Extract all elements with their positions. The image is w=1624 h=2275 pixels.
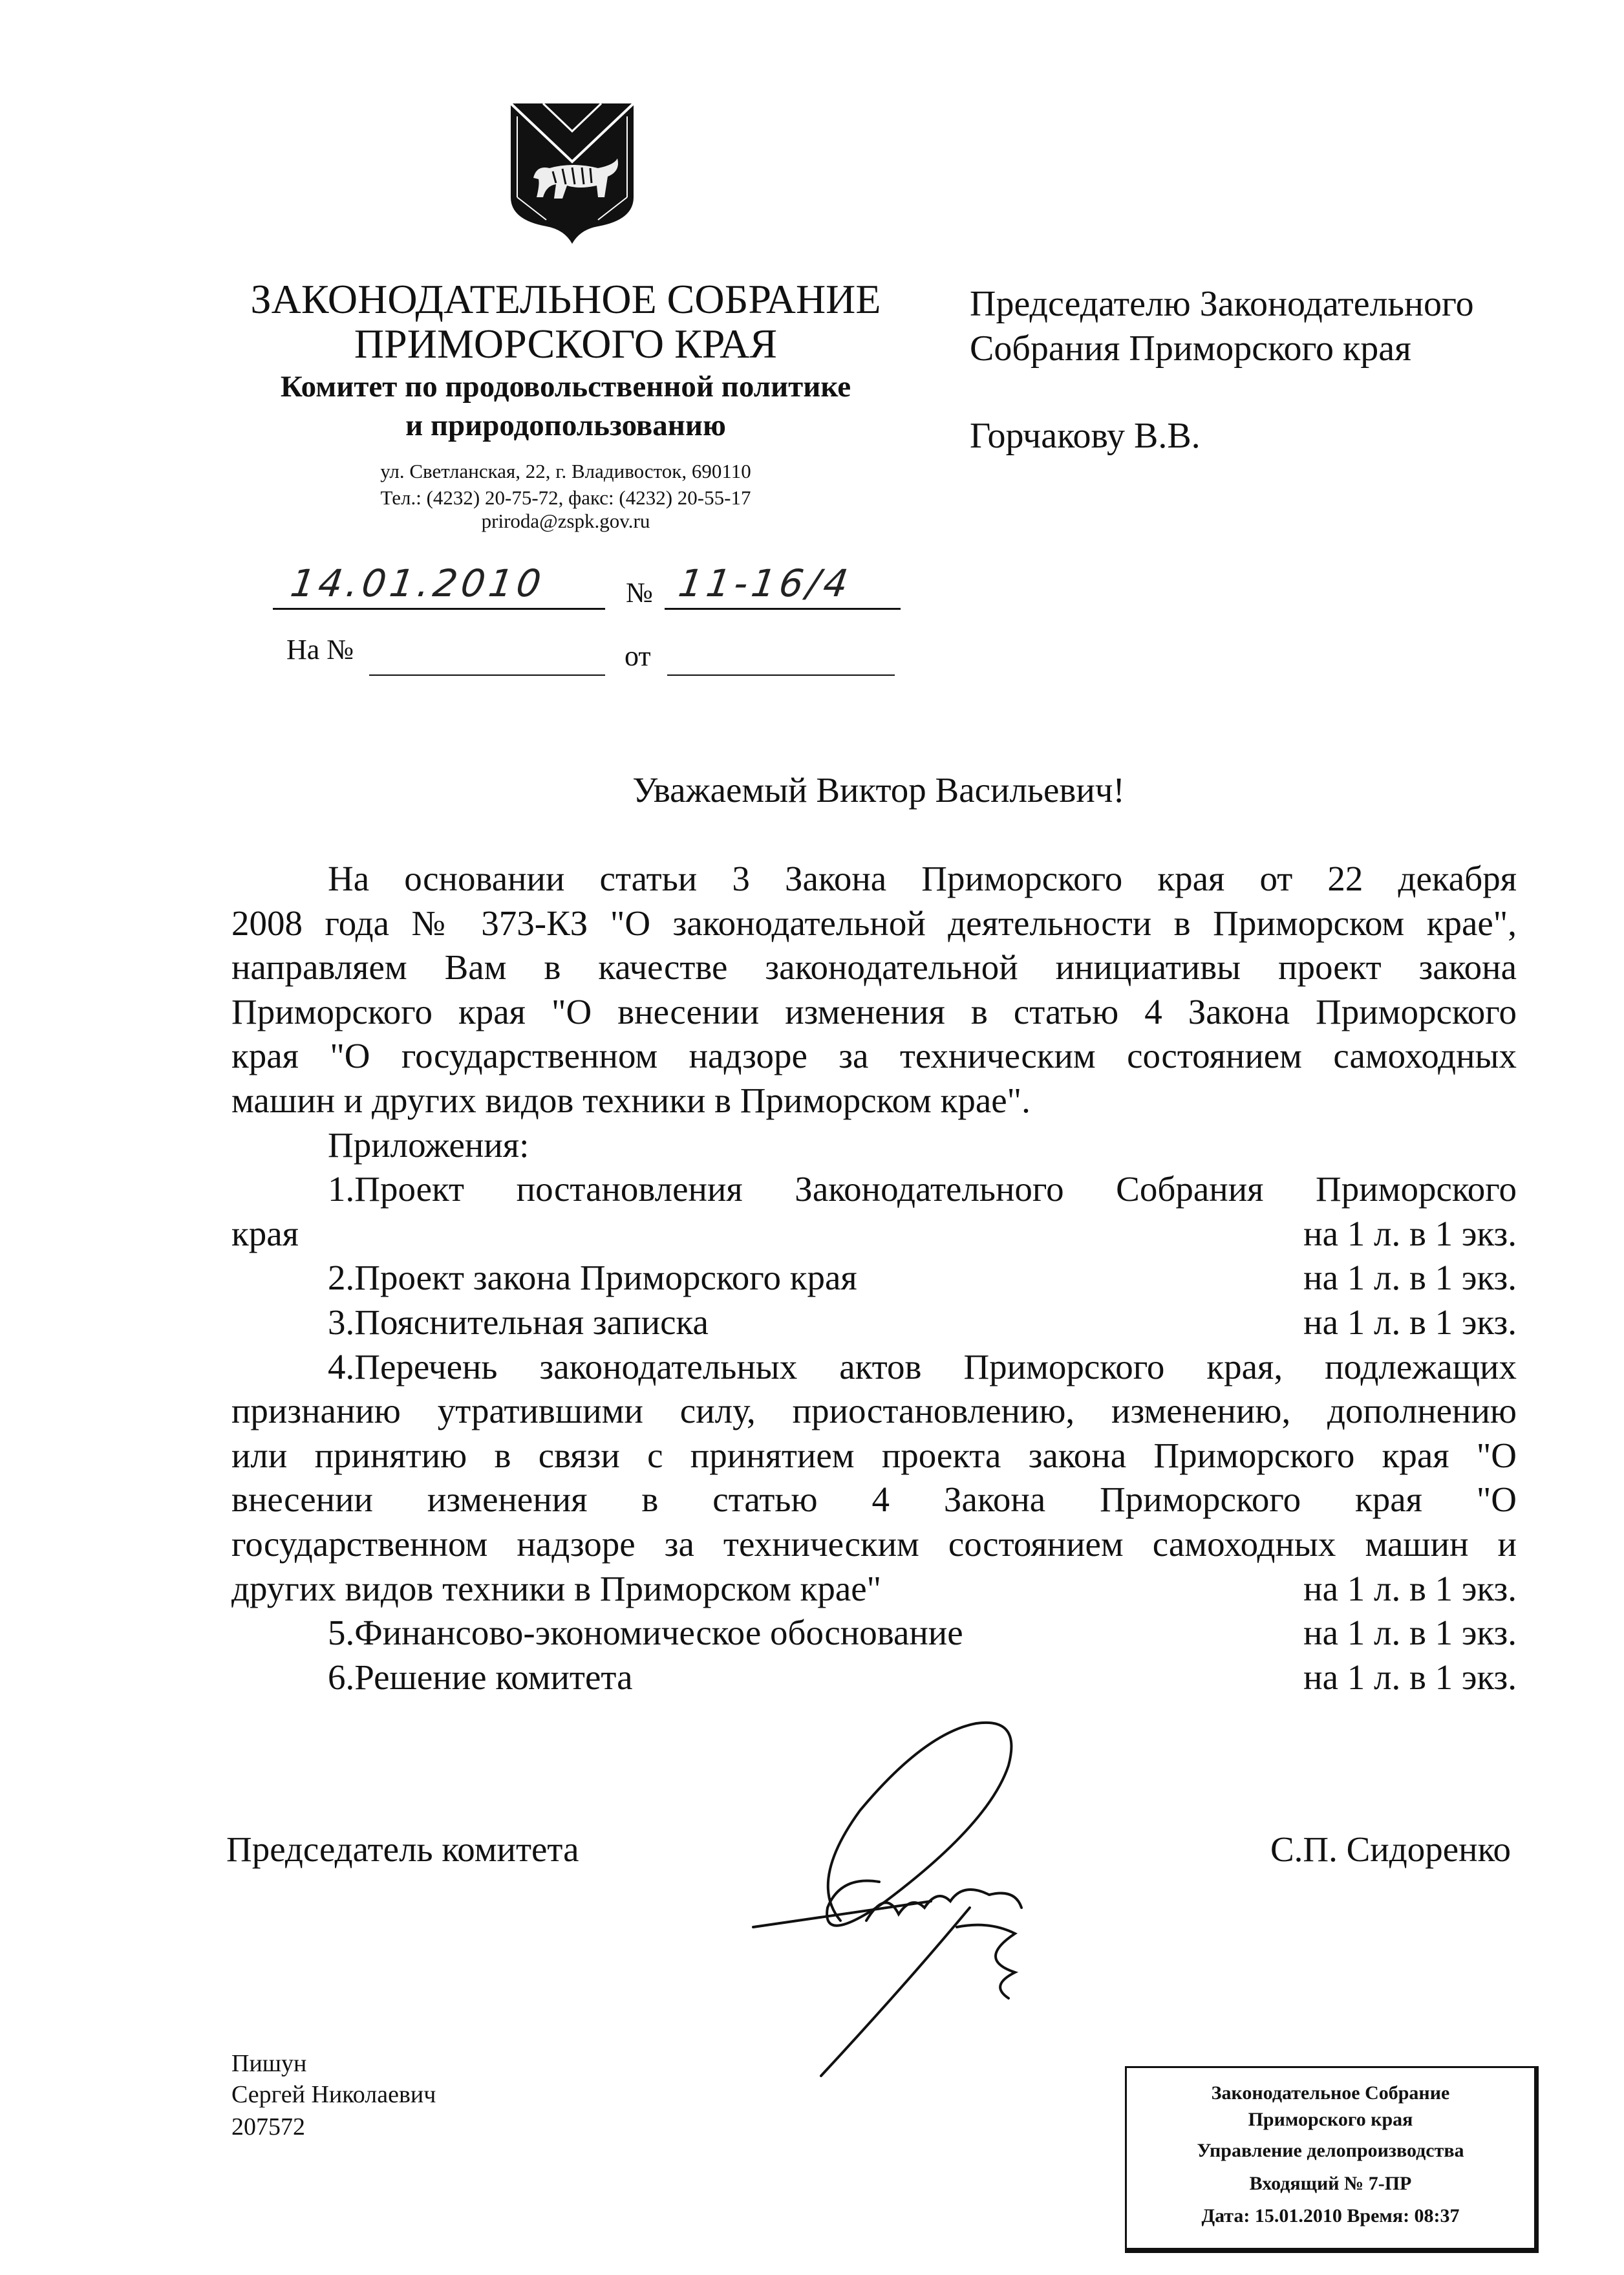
body-line-text: края — [231, 1213, 299, 1253]
body-line — [231, 1123, 1517, 1167]
recipient-title-line1: Председателю Законодательного — [970, 284, 1474, 324]
stamp-line-region: Приморского края — [1248, 2109, 1413, 2130]
body-line-text: машин и других видов техники в Приморском крае". — [231, 1081, 1031, 1120]
body-line — [231, 1256, 1517, 1300]
body-line-text: признанию утратившими силу, приостановлению, изменению, дополнению — [231, 1391, 1517, 1431]
body-line-text: 6.Решение комитета — [328, 1657, 633, 1697]
body-line-text: государственном надзоре за техническим состоянием самоходных машин и — [231, 1524, 1517, 1564]
body-line-text: или принятию в связи с принятием проекта закона Приморского края "О — [231, 1435, 1517, 1475]
stamp-line-org: Законодательное Собрание — [1211, 2082, 1450, 2104]
body-line — [231, 1611, 1517, 1655]
attachment-page-count: на 1 л. в 1 экз. — [1303, 1302, 1517, 1342]
incoming-registration-stamp — [1125, 2066, 1539, 2253]
body-line — [231, 857, 1517, 901]
body-line — [231, 990, 1517, 1034]
body-line-text: Приморского края "О внесении изменения в статью 4 Закона Приморского — [231, 991, 1517, 1031]
body-line — [231, 1389, 1517, 1433]
attachment-page-count: на 1 л. в 1 экз. — [1303, 1213, 1517, 1253]
body-line — [231, 1079, 1517, 1123]
body-line — [231, 1434, 1517, 1478]
email: priroda@zspk.gov.ru — [481, 510, 650, 532]
body-line — [231, 1212, 1517, 1256]
date-underline — [273, 608, 605, 610]
body-line-text: края "О государственном надзоре за техническим состоянием самоходных — [231, 1036, 1517, 1076]
stamp-line-date-time: Дата: 15.01.2010 Время: 08:37 — [1201, 2205, 1460, 2226]
body-line — [231, 1167, 1517, 1211]
outgoing-date-handwritten: 14.01.2010 — [288, 561, 548, 605]
executor-name: Сергей Николаевич — [231, 2081, 436, 2108]
signatory-name: С.П. Сидоренко — [1270, 1829, 1511, 1869]
body-line — [231, 1655, 1517, 1699]
stamp-line-incoming-number: Входящий № 7-ПР — [1249, 2173, 1412, 2194]
coat-of-arms-emblem — [508, 100, 637, 246]
number-label: № — [626, 577, 653, 609]
body-line — [231, 1478, 1517, 1522]
signatory-position: Председатель комитета — [226, 1829, 579, 1869]
org-name-line2: ПРИМОРСКОГО КРАЯ — [354, 321, 778, 367]
reply-to-number-label: На № — [286, 634, 354, 665]
handwritten-signature — [743, 1714, 1106, 2089]
attachment-page-count: на 1 л. в 1 экз. — [1303, 1258, 1517, 1298]
body-line — [231, 1345, 1517, 1389]
org-name-line1: ЗАКОНОДАТЕЛЬНОЕ СОБРАНИЕ — [250, 276, 881, 322]
number-underline — [665, 608, 901, 610]
body-line-text: 2008 года № 373-КЗ "О законодательной деятельности в Приморском крае", — [231, 903, 1517, 943]
reply-from-label: от — [625, 640, 651, 672]
executor-surname: Пишун — [231, 2050, 307, 2077]
address: ул. Светланская, 22, г. Владивосток, 690110 — [380, 460, 751, 482]
body-line — [231, 901, 1517, 945]
body-line-text: внесении изменения в статью 4 Закона Приморского края "О — [231, 1480, 1517, 1520]
reply-number-underline — [369, 674, 605, 676]
body-line — [231, 1522, 1517, 1566]
body-line-text: Приложения: — [328, 1125, 529, 1165]
body-line-text: других видов техники в Приморском крае" — [231, 1568, 882, 1608]
body-line-text: 3.Пояснительная записка — [328, 1302, 709, 1342]
salutation: Уважаемый Виктор Васильевич! — [632, 770, 1125, 810]
body-line-text: 4.Перечень законодательных актов Приморского края, подлежащих — [328, 1346, 1517, 1386]
body-line — [231, 1300, 1517, 1344]
committee-name-line2: и природопользованию — [405, 409, 726, 442]
outgoing-number-handwritten: 11-16/4 — [676, 561, 855, 605]
executor-phone: 207572 — [231, 2113, 305, 2140]
body-line-text: направляем Вам в качестве законодательной инициативы проект закона — [231, 947, 1517, 987]
reply-date-underline — [667, 674, 895, 676]
body-line-text: 5.Финансово-экономическое обоснование — [328, 1613, 963, 1653]
committee-name-line1: Комитет по продовольственной политике — [280, 370, 851, 404]
phone-fax: Тел.: (4232) 20-75-72, факс: (4232) 20-55-17 — [380, 486, 751, 509]
stamp-line-department: Управление делопроизводства — [1197, 2140, 1464, 2161]
attachment-page-count: на 1 л. в 1 экз. — [1303, 1657, 1517, 1697]
attachment-page-count: на 1 л. в 1 экз. — [1303, 1613, 1517, 1653]
body-line-text: 1.Проект постановления Законодательного Собрания Приморского — [328, 1169, 1517, 1209]
body-line — [231, 1567, 1517, 1611]
recipient-title-line2: Собрания Приморского края — [970, 329, 1411, 369]
recipient-name: Горчакову В.В. — [970, 416, 1201, 456]
body-line-text: На основании статьи 3 Закона Приморского края от 22 декабря — [328, 859, 1517, 898]
attachment-page-count: на 1 л. в 1 экз. — [1303, 1568, 1517, 1608]
body-line — [231, 945, 1517, 989]
body-line-text: 2.Проект закона Приморского края — [328, 1258, 857, 1298]
body-line — [231, 1034, 1517, 1078]
